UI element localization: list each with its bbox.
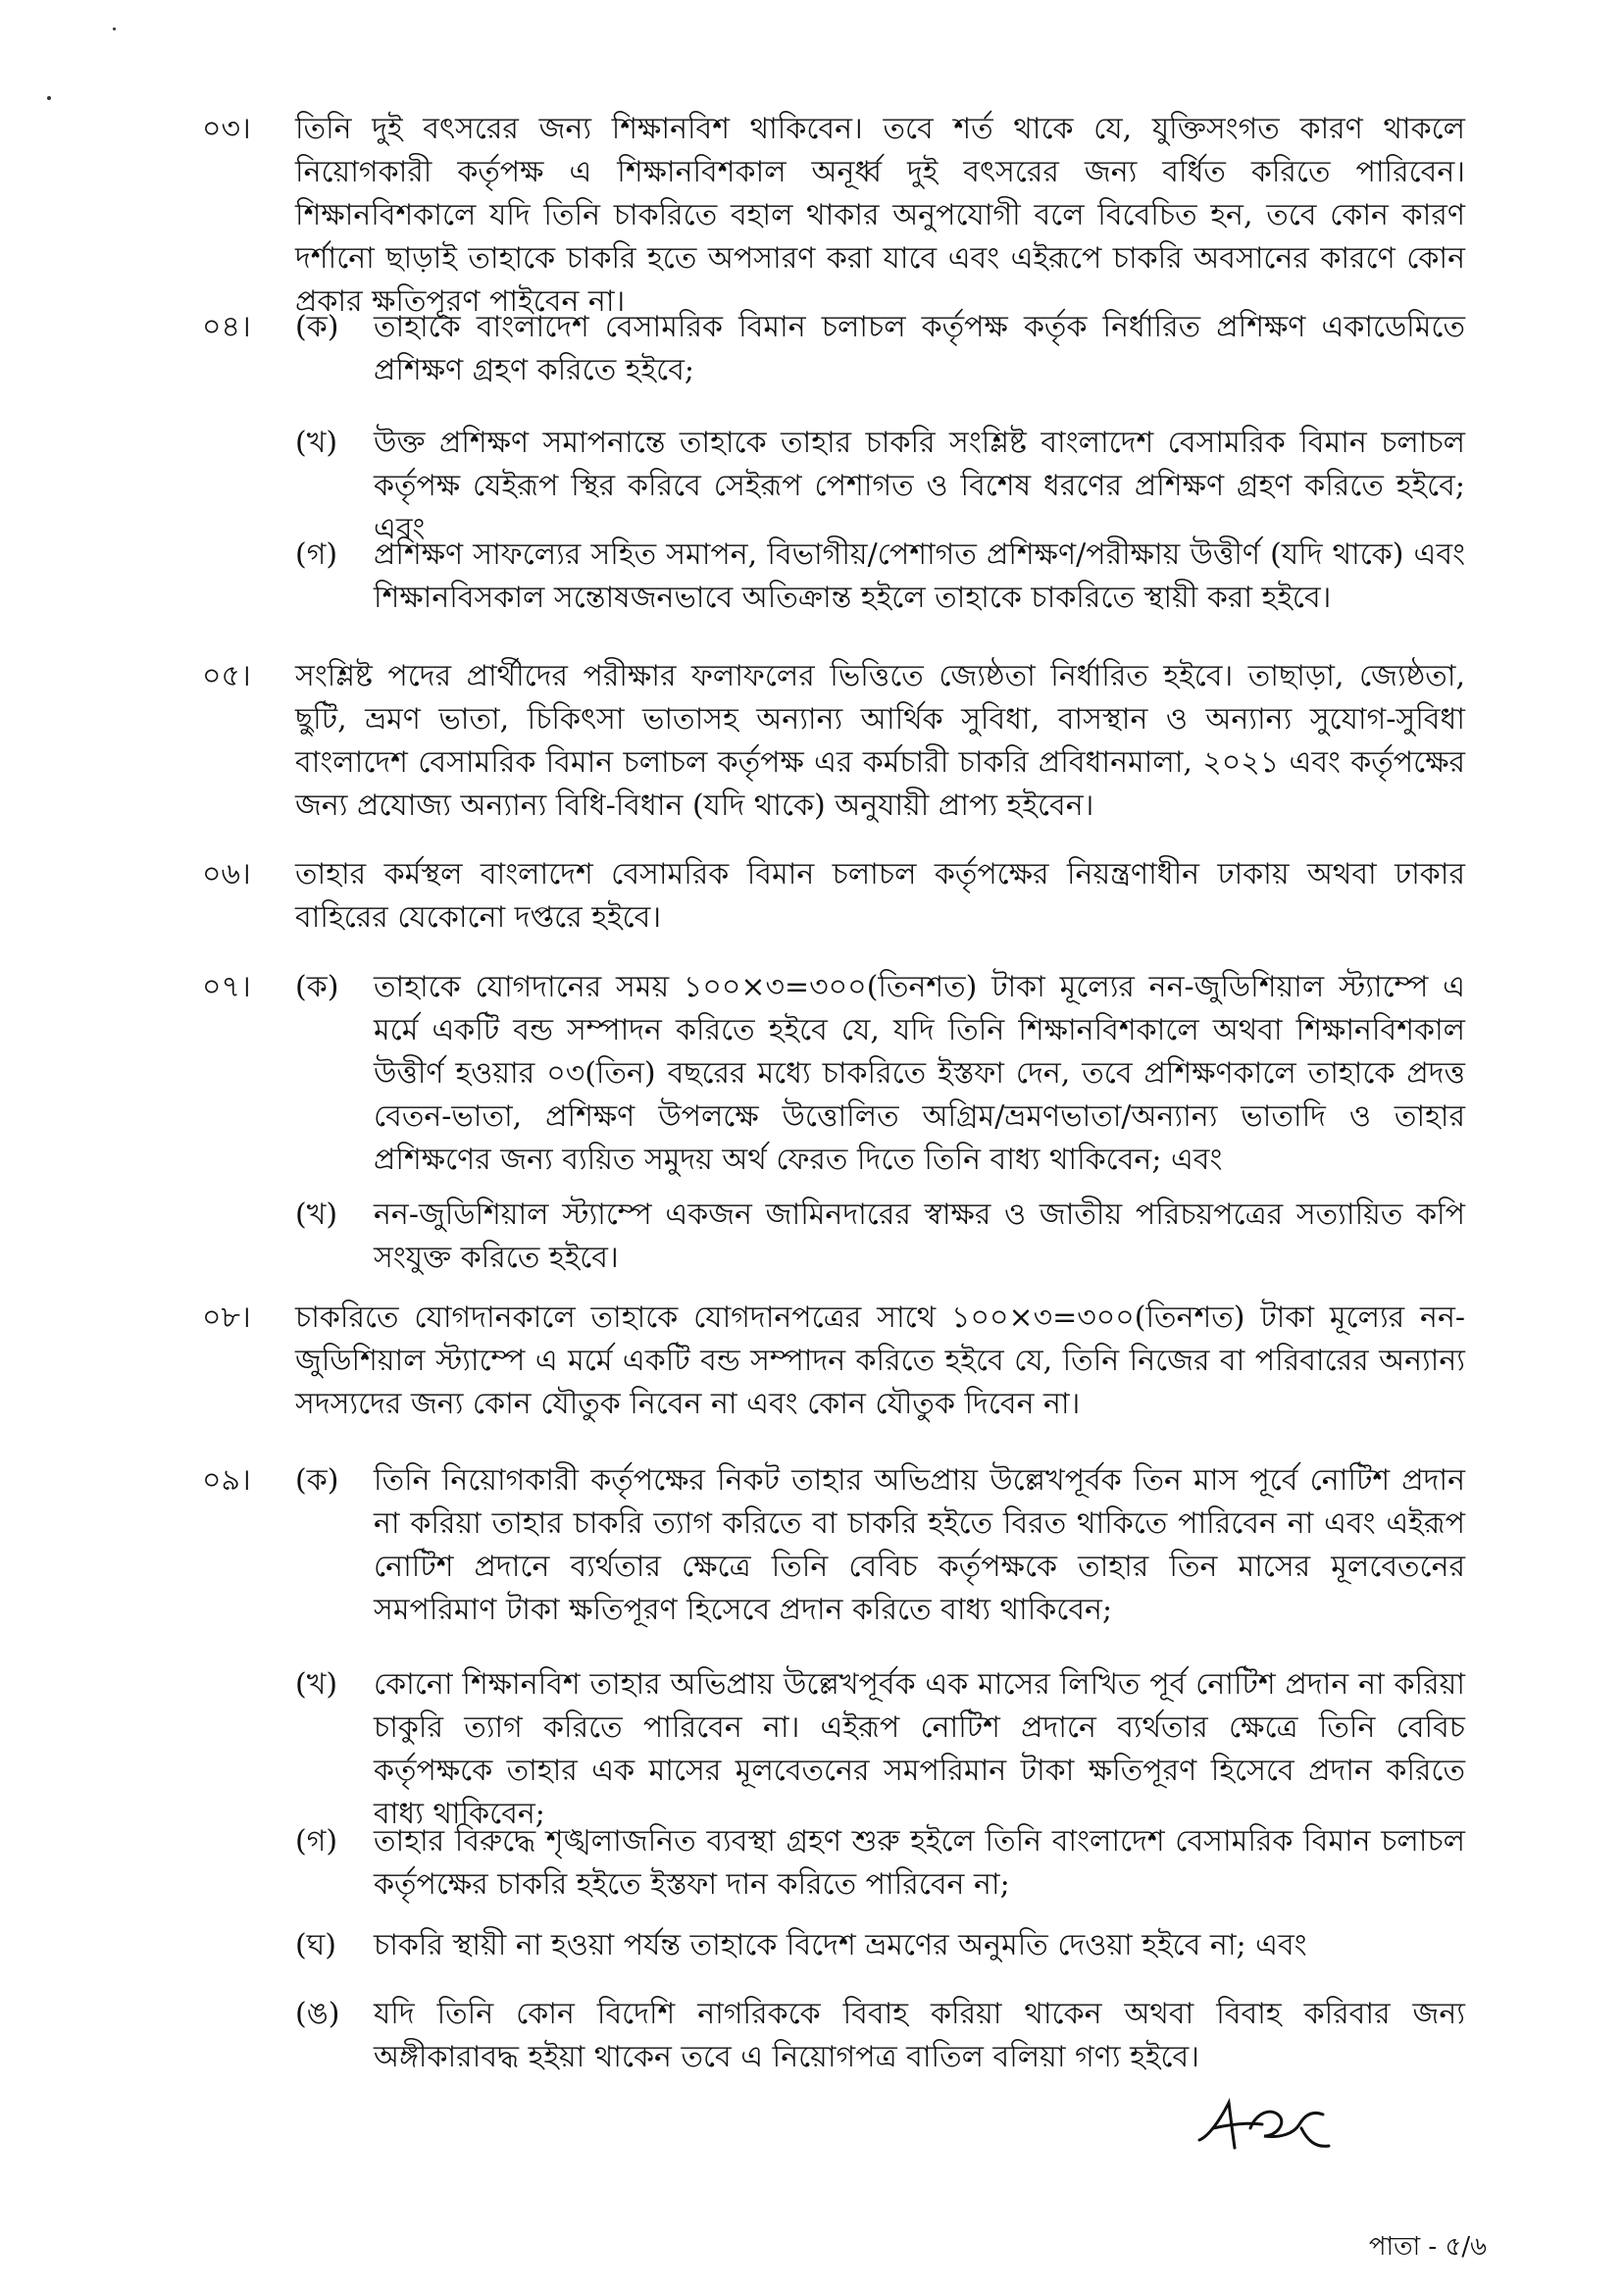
scan-speck xyxy=(113,27,116,30)
page-number: পাতা - ৫/৬ xyxy=(1368,2232,1487,2262)
sub-clause-label: (ক) xyxy=(295,970,339,1004)
sub-clause-text: তিনি নিয়োগকারী কর্তৃপক্ষের নিকট তাহার অভিপ্রায় উল্লেখপূর্বক তিন মাস পূর্বে নোটিশ প্রদান না করিয়া তাহার চাকরি ত্যাগ করিতে বা চাকরি হইতে বিরত থাকিতে পারিবেন না এবং এইরূপ নোটিশ প্রদানে ব্যর্থতার ক্ষেত্রে তিনি বেবিচ কর্তৃপক্ষকে তাহার তিন মাসের মূলবেতনের সমপরিমাণ টাকা ক্ষতিপূরণ হিসেবে প্রদান করিতে বাধ্য থাকিবেন; xyxy=(374,1463,1465,1627)
sub-clause-label: (ঘ) xyxy=(295,1928,336,1962)
sub-clause-label: (খ) xyxy=(295,426,338,460)
sub-clause-text: তাহাকে বাংলাদেশ বেসামরিক বিমান চলাচল কর্তৃপক্ষ কর্তৃক নির্ধারিত প্রশিক্ষণ একাডেমিতে প্রশিক্ষণ গ্রহণ করিতে হইবে; xyxy=(374,310,1465,387)
clause-number: ০৮। xyxy=(202,1300,251,1335)
sub-clause-text: তাহার বিরুদ্ধে শৃঙ্খলাজনিত ব্যবস্থা গ্রহণ শুরু হইলে তিনি বাংলাদেশ বেসামরিক বিমান চলাচল কর্তৃপক্ষের চাকরি হইতে ইস্তফা দান করিতে পারিবেন না; xyxy=(374,1824,1465,1902)
clause-text: চাকরিতে যোগদানকালে তাহাকে যোগদানপত্রের সাথে ১০০×৩=৩০০(তিনশত) টাকা মূল্যের নন-জুডিশিয়াল স্ট্যাম্পে এ মর্মে একটি বন্ড সম্পাদন করিতে হইবে যে, তিনি নিজের বা পরিবারের অন্যান্য সদস্যদের জন্য কোন যৌতুক নিবেন না এবং কোন যৌতুক দিবেন না। xyxy=(295,1300,1465,1421)
sub-clause-text: তাহাকে যোগদানের সময় ১০০×৩=৩০০(তিনশত) টাকা মূল্যের নন-জুডিশিয়াল স্ট্যাম্পে এ মর্মে একটি বন্ড সম্পাদন করিতে হইবে যে, যদি তিনি শিক্ষানবিশকালে অথবা শিক্ষানবিশকাল উত্তীর্ণ হওয়ার ০৩(তিন) বছরের মধ্যে চাকরিতে ইস্তফা দেন, তবে প্রশিক্ষণকালে তাহাকে প্রদত্ত বেতন-ভাতা, প্রশিক্ষণ উপলক্ষে উত্তোলিত অগ্রিম/ভ্রমণভাতা/অন্যান্য ভাতাদি ও তাহার প্রশিক্ষণের জন্য ব্যয়িত সমুদয় অর্থ ফেরত দিতে তিনি বাধ্য থাকিবেন; এবং xyxy=(374,970,1465,1177)
clause-number: ০৩। xyxy=(202,112,251,146)
clause-number: ০৪। xyxy=(202,310,251,344)
sub-clause-text: কোনো শিক্ষানবিশ তাহার অভিপ্রায় উল্লেখপূর্বক এক মাসের লিখিত পূর্ব নোটিশ প্রদান না করিয়া চাকুরি ত্যাগ করিতে পারিবেন না। এইরূপ নোটিশ প্রদানে ব্যর্থতার ক্ষেত্রে তিনি বেবিচ কর্তৃপক্ষকে তাহার এক মাসের মূলবেতনের সমপরিমান টাকা ক্ষতিপূরণ হিসেবে প্রদান করিতে বাধ্য থাকিবেন; xyxy=(374,1667,1465,1831)
signature-initials xyxy=(1192,2089,1339,2163)
scan-speck xyxy=(47,96,51,100)
sub-clause-text: উক্ত প্রশিক্ষণ সমাপনান্তে তাহাকে তাহার চাকরি সংশ্লিষ্ট বাংলাদেশ বেসামরিক বিমান চলাচল কর্তৃপক্ষ যেইরূপ স্থির করিবে সেইরূপ পেশাগত ও বিশেষ ধরণের প্রশিক্ষণ গ্রহণ করিতে হইবে; এবং xyxy=(374,426,1465,546)
sub-clause-label: (ক) xyxy=(295,1463,339,1498)
sub-clause-text: চাকরি স্থায়ী না হওয়া পর্যন্ত তাহাকে বিদেশ ভ্রমণের অনুমতি দেওয়া হইবে না; এবং xyxy=(374,1928,1307,1962)
clause-number: ০৬। xyxy=(202,857,251,892)
clause-number: ০৭। xyxy=(202,970,251,1004)
clause-number: ০৫। xyxy=(202,659,251,693)
sub-clause-text: প্রশিক্ষণ সাফল্যের সহিত সমাপন, বিভাগীয়/পেশাগত প্রশিক্ষণ/পরীক্ষায় উত্তীর্ণ (যদি থাকে) এবং শিক্ষানবিসকাল সন্তোষজনভাবে অতিক্রান্ত হইলে তাহাকে চাকরিতে স্থায়ী করা হইবে। xyxy=(374,537,1465,615)
sub-clause-label: (ক) xyxy=(295,310,339,344)
sub-clause-label: (ঙ) xyxy=(295,1997,340,2031)
sub-clause-label: (খ) xyxy=(295,1667,338,1702)
sub-clause-text: নন-জুডিশিয়াল স্ট্যাম্পে একজন জামিনদারের স্বাক্ষর ও জাতীয় পরিচয়পত্রের সত্যায়িত কপি সংযুক্ত করিতে হইবে। xyxy=(374,1197,1465,1275)
clause-number: ০৯। xyxy=(202,1463,251,1498)
sub-clause-label: (গ) xyxy=(295,537,338,572)
sub-clause-label: (গ) xyxy=(295,1824,338,1859)
sub-clause-text: যদি তিনি কোন বিদেশি নাগরিককে বিবাহ করিয়া থাকেন অথবা বিবাহ করিবার জন্য অঙ্গীকারাবদ্ধ হইয়া থাকেন তবে এ নিয়োগপত্র বাতিল বলিয়া গণ্য হইবে। xyxy=(374,1997,1465,2074)
clause-text: সংশ্লিষ্ট পদের প্রার্থীদের পরীক্ষার ফলাফলের ভিত্তিতে জ্যেষ্ঠতা নির্ধারিত হইবে। তাছাড়া, জ্যেষ্ঠতা, ছুটি, ভ্রমণ ভাতা, চিকিৎসা ভাতাসহ অন্যান্য আর্থিক সুবিধা, বাসস্থান ও অন্যান্য সুযোগ-সুবিধা বাংলাদেশ বেসামরিক বিমান চলাচল কর্তৃপক্ষ এর কর্মচারী চাকরি প্রবিধানমালা, ২০২১ এবং কর্তৃপক্ষের জন্য প্রযোজ্য অন্যান্য বিধি-বিধান (যদি থাকে) অনুযায়ী প্রাপ্য হইবেন। xyxy=(295,659,1465,823)
sub-clause-label: (খ) xyxy=(295,1197,338,1232)
clause-text: তিনি দুই বৎসরের জন্য শিক্ষানবিশ থাকিবেন। তবে শর্ত থাকে যে, যুক্তিসংগত কারণ থাকলে নিয়োগকারী কর্তৃপক্ষ এ শিক্ষানবিশকাল অনূর্ধ্ব দুই বৎসরের জন্য বর্ধিত করিতে পারিবেন। শিক্ষানবিশকালে যদি তিনি চাকরিতে বহাল থাকার অনুপযোগী বলে বিবেচিত হন, তবে কোন কারণ দর্শানো ছাড়াই তাহাকে চাকরি হতে অপসারণ করা যাবে এবং এইরূপে চাকরি অবসানের কারণে কোন প্রকার ক্ষতিপূরণ পাইবেন না। xyxy=(295,112,1465,319)
clause-text: তাহার কর্মস্থল বাংলাদেশ বেসামরিক বিমান চলাচল কর্তৃপক্ষের নিয়ন্ত্রণাধীন ঢাকায় অথবা ঢাকার বাহিরের যেকোনো দপ্তরে হইবে। xyxy=(295,857,1465,935)
